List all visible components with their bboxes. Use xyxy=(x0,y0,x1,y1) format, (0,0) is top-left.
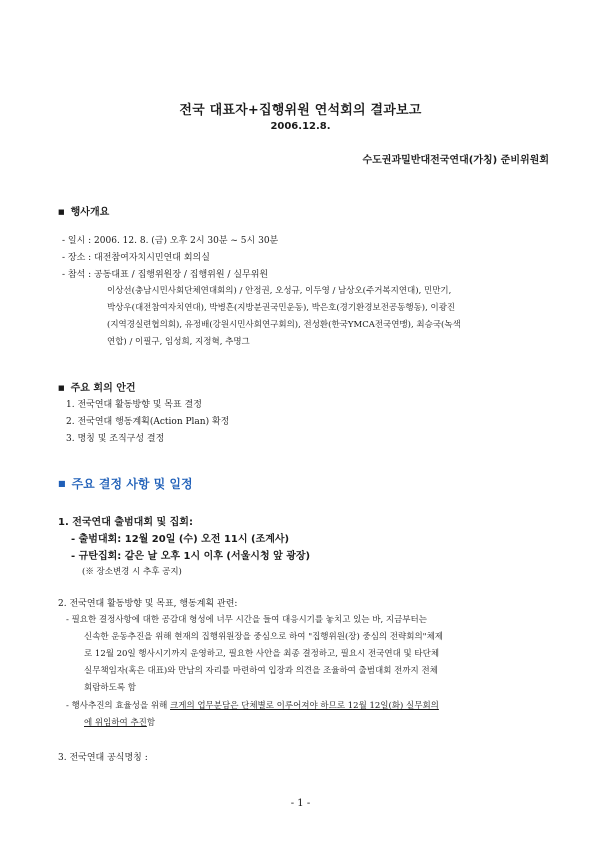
section-heading-text: 주요 회의 안건 xyxy=(70,383,136,394)
agenda-item: 3. 명칭 및 조직구성 결정 xyxy=(66,434,165,444)
document-date: 2006.12.8. xyxy=(270,121,331,132)
square-bullet-icon: ■ xyxy=(58,208,65,216)
decision-paragraph-line: 회람하도록 함 xyxy=(84,683,136,693)
square-bullet-icon: ■ xyxy=(58,384,65,392)
section-heading-overview xyxy=(58,203,109,218)
section-heading-decisions xyxy=(58,475,193,492)
decision-subitem: - 규탄집회: 같은 날 오후 1시 이후 (서울시청 앞 광장) xyxy=(71,551,311,562)
overview-line: - 참석 : 공동대표 / 집행위원장 / 집행위원 / 실무위원 xyxy=(62,270,269,280)
section-heading-agenda xyxy=(58,379,136,394)
agenda-item: 2. 전국연대 행동계획(Action Plan) 확정 xyxy=(66,417,230,427)
overview-line: - 장소 : 대전참여자치시민연대 회의실 xyxy=(62,253,210,263)
decision-paragraph-line: - 필요한 결정사항에 대한 공감대 형성에 너무 시간을 들여 대응시기를 놓치고 있는 바, 지금부터는 xyxy=(66,615,427,625)
decision-item-title: 1. 전국연대 출범대회 및 집회: xyxy=(58,517,193,528)
document-title: 전국 대표자+집행위원 연석회의 결과보고 xyxy=(179,103,422,118)
underlined-text: 크게의 업무분담은 단체별로 이루어져야 하므로 12월 12일(화) 실무회의 xyxy=(170,701,439,711)
page-number: - 1 - xyxy=(290,798,311,809)
paragraph-text: 함 xyxy=(146,718,156,728)
underlined-text: 에 위임하여 추진 xyxy=(84,718,147,728)
decision-item-title: 3. 전국연대 공식명칭 : xyxy=(58,753,148,763)
decision-paragraph-line: 로 12월 20일 행사시기까지 운영하고, 필요한 사안을 최종 결정하고, 필요시 전국연대 및 타단체 xyxy=(84,649,440,659)
paragraph-text: - 행사추진의 효율성을 위해 xyxy=(66,701,171,711)
organization-name: 수도권과밀반대전국연대(가칭) 준비위원회 xyxy=(362,155,549,166)
overview-line: (지역경실련협의회), 유정배(강원시민사회연구회의), 전성환(한국YMCA전국연맹), 최승국(녹색 xyxy=(107,320,461,330)
overview-line: 박상우(대전참여자치연대), 박병흔(지방분권국민운동), 박은호(경기환경보전공동행동), 이광진 xyxy=(107,303,456,313)
decision-subitem: - 출범대회: 12월 20일 (수) 오전 11시 (조계사) xyxy=(71,534,290,545)
agenda-item: 1. 전국연대 활동방향 및 목표 결정 xyxy=(66,400,202,410)
overview-line: - 일시 : 2006. 12. 8. (금) 오후 2시 30분 ~ 5시 30분 xyxy=(62,236,279,246)
decision-paragraph-line xyxy=(84,716,155,728)
decision-paragraph-line xyxy=(66,699,439,711)
overview-line: 연합) / 이필구, 임성희, 지정혁, 추명그 xyxy=(107,337,250,347)
section-heading-text: 행사개요 xyxy=(70,207,110,218)
decision-paragraph-line: 신속한 운동추진을 위해 현재의 집행위원장을 중심으로 하여 "집행위원(장) 중심의 전략회의"체제 xyxy=(84,632,444,642)
decision-item-title: 2. 전국연대 활동방향 및 목표, 행동계획 관련: xyxy=(58,599,238,609)
decision-paragraph-line: 실무책임자(혹은 대표)와 만남의 자리를 마련하여 입장과 의견을 조율하여 출범대회 전까지 전체 xyxy=(84,666,438,676)
square-bullet-icon: ■ xyxy=(58,479,66,488)
overview-line: 이상선(충남시민사회단체연대회의) / 안정권, 오성규, 이두영 / 남상오(주거복지연대), 민만기, xyxy=(107,286,452,296)
section-heading-text: 주요 결정 사항 및 일정 xyxy=(71,477,193,491)
decision-note: (※ 장소변경 시 추후 공지) xyxy=(82,567,182,577)
